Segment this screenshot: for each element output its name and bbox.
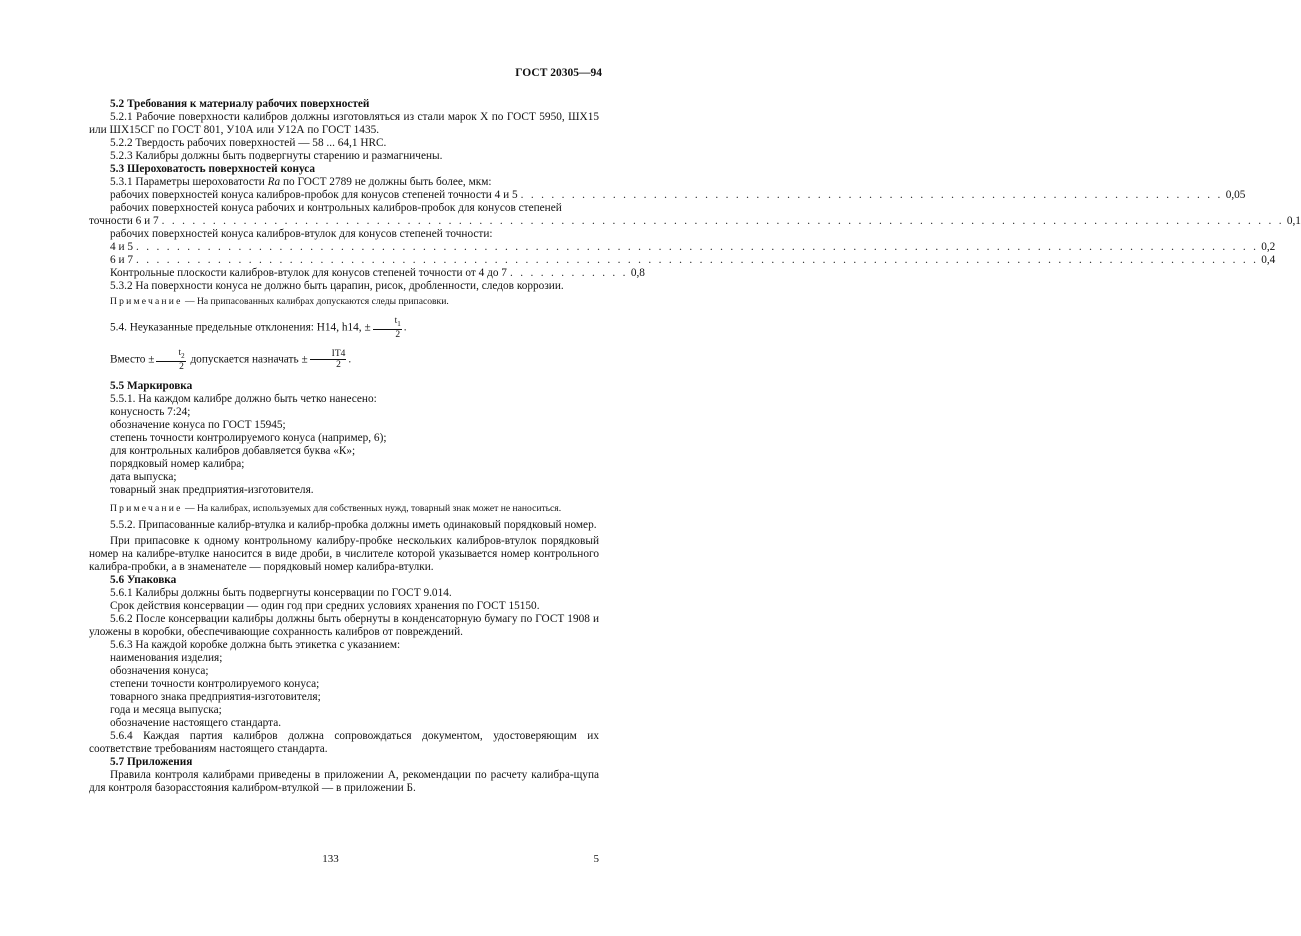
paragraph-5-6-3: 5.6.3 На каждой коробке должна быть этикетка с указанием: (110, 638, 401, 651)
subscript: 2 (181, 351, 185, 360)
list-item: степени точности контролируемого конуса; (110, 677, 320, 690)
list-item: года и месяца выпуска; (110, 703, 222, 716)
roughness-row-3b (89, 254, 1276, 267)
paragraph-5-5-2: 5.5.2. Припасованные калибр-втулка и калибр-пробка должны иметь одинаковый порядковый номер. (110, 518, 597, 531)
t-symbol: t (394, 316, 398, 326)
section-heading-5-7: 5.7 Приложения (110, 755, 193, 768)
list-item: степень точности контролируемого конуса (например, 6); (110, 431, 387, 444)
paragraph-5-4-text: 5.4. Неуказанные предельные отклонения: H14, h14, (110, 321, 362, 334)
paragraph-5-5-2-cont: При припасовке к одному контрольному калибру-пробке нескольких калибров-втулок порядковый номер на калибре-втулке наносится в виде дроби, в числителе которой указывается номер контрольного калибра-пробки, а в знаменателе — порядковый номер калибра-втулки. (89, 534, 599, 573)
list-item: конусность 7:24; (110, 405, 191, 418)
roughness-row-2-label: точности 6 и 7 (89, 215, 159, 227)
document-body (89, 98, 1301, 795)
paragraph-5-5-1: 5.5.1. На каждом калибре должно быть четко нанесено: (110, 392, 377, 405)
roughness-row-2-value: 0,1 (1286, 215, 1301, 227)
plus-minus-sign: ± (301, 353, 308, 366)
note-5-3 (89, 296, 599, 308)
list-item: товарный знак предприятия-изготовителя. (110, 483, 314, 496)
roughness-row-3b-label: 6 и 7 (110, 254, 133, 266)
roughness-row-3a-label: 4 и 5 (110, 241, 133, 253)
roughness-row-2 (89, 215, 1301, 228)
ra-symbol: Ra (267, 176, 281, 188)
leader-dots: . . . . . . . . . . . . . . . . . . . . . . . . . . . . . . . . . . . . . . . . . . . . . . . . . . . . . . . . . . . . . . . . . . . . . . . . . . . . . . . . . . . . . . . . . . . . . . . . . . . . . . . . . . . . . . (161, 215, 1284, 227)
paragraph-5-7: Правила контроля калибрами приведены в приложении А, рекомендации по расчету калибра-щупа для контроля базорасстояния калибром-втулкой — в приложении Б. (89, 768, 599, 794)
list-item: обозначения конуса; (110, 664, 209, 677)
leader-dots: . . . . . . . . . . . . . . . . . . . . . . . . . . . . . . . . . . . . . . . . . . . . . . . . . . . . . . . . . . . . . . . . . . . . . . . . . . . . . . . . . . . . . . . . . . . . . . . . . . . . . . . . . . . . . . (136, 254, 1259, 266)
plus-minus-sign: ± (364, 321, 371, 334)
section-heading-5-2: 5.2 Требования к материалу рабочих поверхностей (110, 98, 370, 110)
standard-code-header: ГОСТ 20305—94 (515, 67, 602, 79)
list-item: обозначение настоящего стандарта. (110, 716, 282, 729)
note-text: — На калибрах, используемых для собственных нужд, товарный знак может не наноситься. (182, 502, 562, 514)
note-label: Примечание (110, 502, 183, 514)
paragraph-5-3-2: 5.3.2 На поверхности конуса не должно быть царапин, рисок, дробленности, следов коррозии. (110, 280, 564, 292)
roughness-row-3-line-1: рабочих поверхностей конуса калибров-втулок для конусов степеней точности: (110, 228, 493, 240)
list-item: для контрольных калибров добавляется буква «К»; (110, 444, 356, 457)
page-number-right: 5 (593, 853, 599, 865)
fraction-t2-over-2 (156, 348, 185, 372)
roughness-row-4 (89, 267, 645, 280)
roughness-row-2-line-1: рабочих поверхностей конуса рабочих и контрольных калибров-пробок для конусов степеней (110, 202, 562, 214)
list-item: дата выпуска; (110, 470, 177, 483)
fraction-numerator (156, 348, 185, 362)
paragraph-5-2-2: 5.2.2 Твердость рабочих поверхностей — 58 ... 64,1 HRC. (110, 137, 387, 149)
note-5-5 (89, 503, 599, 515)
paragraph-5-2-3: 5.2.3 Калибры должны быть подвергнуты старению и размагничены. (110, 150, 443, 162)
leader-dots: . . . . . . . . . . . . (509, 267, 628, 279)
plus-minus-sign: ± (148, 353, 155, 366)
list-item: наименования изделия; (110, 651, 223, 664)
fraction-denominator: 2 (179, 361, 184, 372)
paragraph-5-2-1: 5.2.1 Рабочие поверхности калибров должны изготовляться из стали марок Х по ГОСТ 5950, ШХ15 или ШХ15СГ по ГОСТ 801, У10А или У12А по ГОСТ 1435. (89, 111, 599, 136)
paragraph-5-3-1 (89, 176, 599, 189)
leader-dots: . . . . . . . . . . . . . . . . . . . . . . . . . . . . . . . . . . . . . . . . . . . . . . . . . . . . . . . . . . . . . . . . . . . . . (520, 189, 1223, 201)
paragraph-5-6-1: 5.6.1 Калибры должны быть подвергнуты консервации по ГОСТ 9.014. (110, 586, 452, 599)
paragraph-5-4: 5.4. Неуказанные предельные отклонения: H14, h14, ± $\frac{t_1}{2}$ . (110, 316, 407, 340)
section-heading-5-5: 5.5 Маркировка (110, 379, 193, 392)
roughness-row-1-label: рабочих поверхностей конуса калибров-пробок для конусов степеней точности 4 и 5 (110, 189, 518, 201)
fraction-numerator (373, 316, 402, 330)
paragraph-5-6-2: 5.6.2 После консервации калибры должны быть обернуты в конденсаторную бумагу по ГОСТ 1908 и уложены в коробки, обеспечивающие сохранность калибров от повреждений. (89, 612, 599, 638)
list-item: порядковый номер калибра; (110, 457, 245, 470)
allowed-text: допускается назначать (190, 353, 299, 366)
fraction-numerator: IT4 (310, 349, 347, 360)
instead-text: Вместо (110, 353, 146, 366)
section-heading-5-6: 5.6 Упаковка (110, 573, 177, 586)
leader-dots: . . . . . . . . . . . . . . . . . . . . . . . . . . . . . . . . . . . . . . . . . . . . . . . . . . . . . . . . . . . . . . . . . . . . . . . . . . . . . . . . . . . . . . . . . . . . . . . . . . . . . . . . . . . . . . (136, 241, 1259, 253)
paragraph-5-6-1-cont: Срок действия консервации — один год при средних условиях хранения по ГОСТ 15150. (110, 599, 540, 612)
roughness-row-1-value: 0,05 (1225, 189, 1246, 201)
paragraph-5-3-1-start: 5.3.1 Параметры шероховатости (110, 176, 268, 188)
page-number-center: 133 (322, 853, 339, 865)
note-label: Примечание (110, 296, 183, 307)
roughness-row-3b-value: 0,4 (1261, 254, 1276, 266)
fraction-t1-over-2 (373, 316, 402, 340)
fraction-denominator: 2 (395, 329, 401, 340)
roughness-row-1 (89, 189, 1246, 202)
roughness-row-3a-value: 0,2 (1261, 241, 1276, 253)
fraction-denominator: 2 (336, 360, 341, 371)
fraction-it4-over-2 (310, 349, 347, 370)
note-text: — На припасованных калибрах допускаются следы припасовки. (182, 296, 449, 307)
paragraph-5-3-1-end: по ГОСТ 2789 не должны быть более, мкм: (280, 176, 492, 188)
t-symbol: t (178, 347, 182, 358)
subscript: 1 (397, 319, 401, 328)
section-heading-5-3: 5.3 Шероховатость поверхностей конуса (110, 163, 316, 175)
roughness-row-4-label: Контрольные плоскости калибров-втулок для конусов степеней точности от 4 до 7 (110, 267, 507, 279)
paragraph-5-6-4: 5.6.4 Каждая партия калибров должна сопровождаться документом, удостоверяющим их соответствие требованиям настоящего стандарта. (89, 729, 599, 755)
instead-formula: Вместо ± $\frac{t_2}{2}$ допускается назначать ± $\frac{IT4}{2}$ . (110, 347, 352, 372)
roughness-row-4-value: 0,8 (630, 267, 645, 279)
list-item: обозначение конуса по ГОСТ 15945; (110, 418, 286, 431)
roughness-row-3a (89, 241, 1276, 254)
list-item: товарного знака предприятия-изготовителя; (110, 690, 321, 703)
